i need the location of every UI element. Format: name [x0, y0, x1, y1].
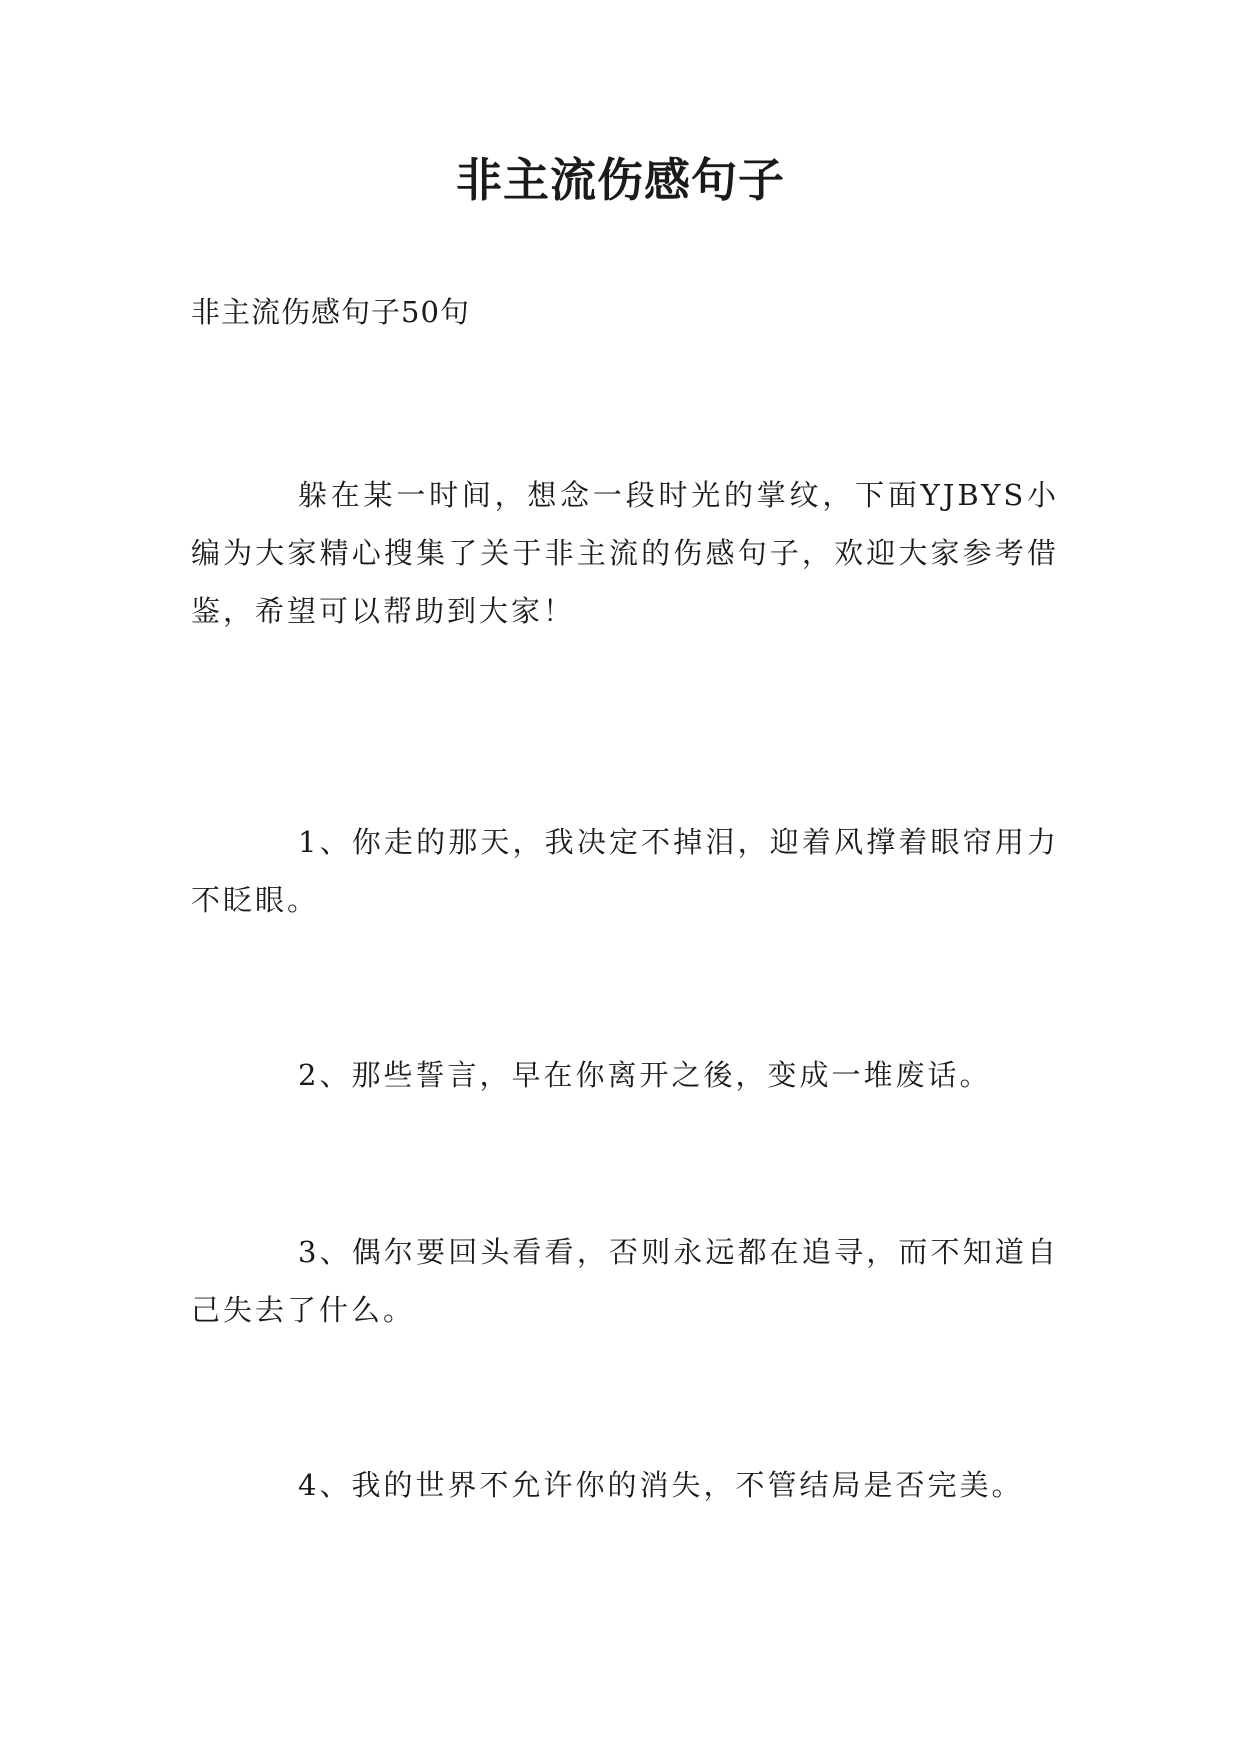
sentence-item-4: 4、我的世界不允许你的消失，不管结局是否完美。 [298, 1468, 1024, 1502]
sentence-item-1: 1、你走的那天，我决定不掉泪，迎着风撑着眼帘用力不眨眼。 [191, 825, 1059, 917]
document-subtitle: 非主流伤感句子50句 [191, 295, 470, 329]
page-title: 非主流伤感句子 [456, 153, 785, 207]
intro-paragraph: 躲在某一时间，想念一段时光的掌纹，下面YJBYS小编为大家精心搜集了关于非主流的伤感句子，欢迎大家参考借鉴，希望可以帮助到大家！ [191, 478, 1059, 628]
sentence-item-2: 2、那些誓言，早在你离开之後，变成一堆废话。 [298, 1058, 992, 1092]
sentence-item-3: 3、偶尔要回头看看，否则永远都在追寻，而不知道自己失去了什么。 [191, 1235, 1059, 1327]
